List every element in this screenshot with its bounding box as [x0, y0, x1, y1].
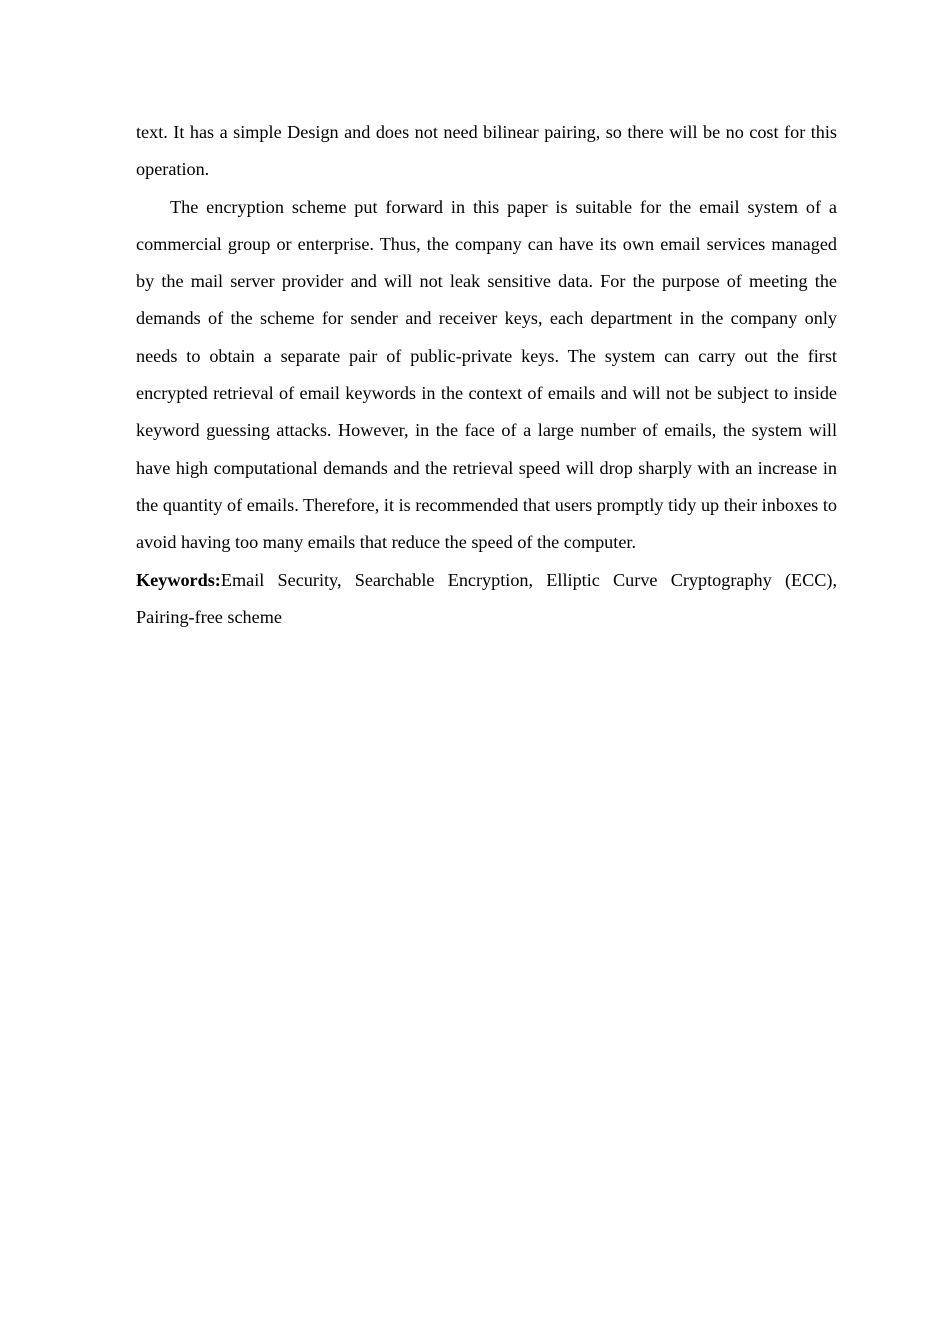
- document-page: [136, 114, 837, 636]
- body-paragraph-scheme-summary: The encryption scheme put forward in this paper is suitable for the email system of a commercial group or enterprise. Thus, the company can have its own email services managed by the mail server provider and will not leak sensitive data. For the purpose of meeting the demands of the scheme for sender and receiver keys, each department in the company only needs to obtain a separate pair of public-private keys. The system can carry out the first encrypted retrieval of email keywords in the context of emails and will not be subject to inside keyword guessing attacks. However, in the face of a large number of emails, the system will have high computational demands and the retrieval speed will drop sharply with an increase in the quantity of emails. Therefore, it is recommended that users promptly tidy up their inboxes to avoid having too many emails that reduce the speed of the computer.: [136, 196, 837, 553]
- keywords-line: [136, 562, 837, 637]
- keywords-text: Email Security, Searchable Encryption, Elliptic Curve Cryptography (ECC), Pairing-free scheme: [136, 569, 837, 627]
- keywords-label: Keywords:: [136, 569, 221, 590]
- body-paragraph-continued: text. It has a simple Design and does not need bilinear pairing, so there will be no cost for this operation.: [136, 122, 837, 180]
